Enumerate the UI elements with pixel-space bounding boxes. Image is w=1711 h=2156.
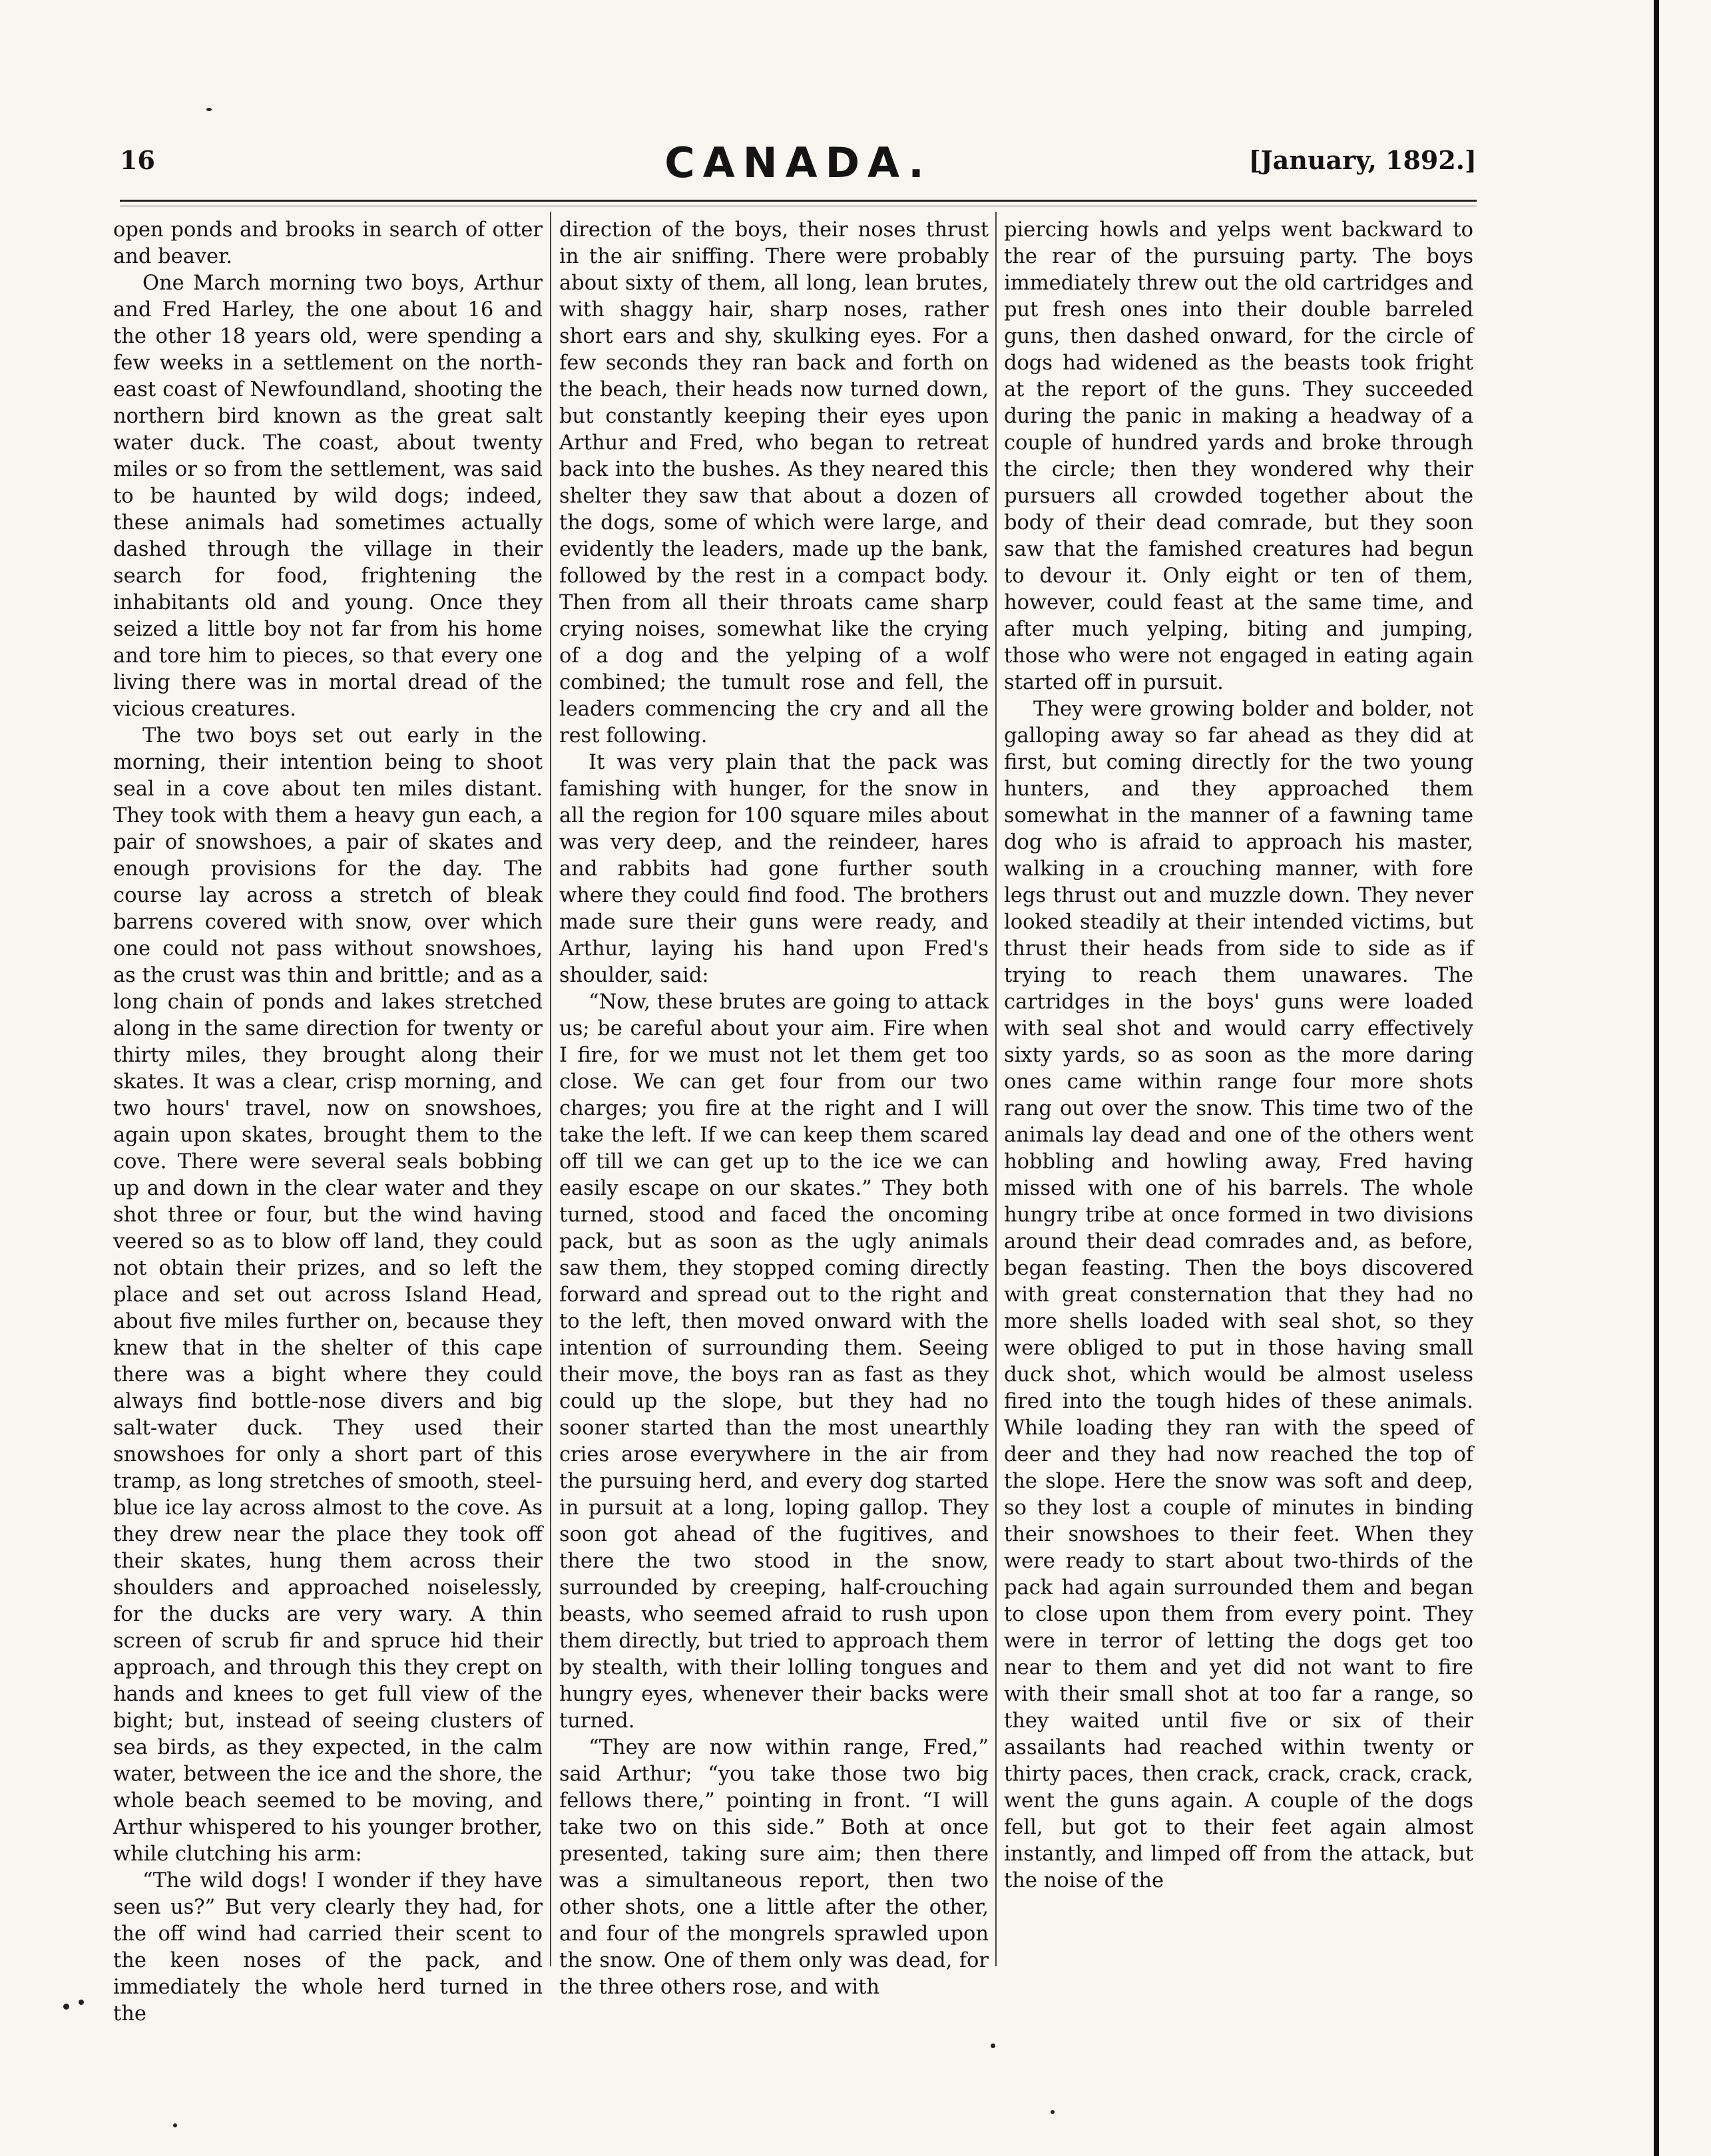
header-rule xyxy=(120,200,1477,206)
paragraph: open ponds and brooks in search of otter and beaver. xyxy=(113,218,543,268)
paragraph: “The wild dogs! I wonder if they have seen us?” But very clearly they had, for the off wind had carried their scent to the keen noses of the pack, and immediately the whole herd turned in the xyxy=(113,1869,543,2026)
paragraph: It was very plain that the pack was famishing with hunger, for the snow in all the region for 100 square miles about was very deep, and the reindeer, hares and rabbits had gone further south where they could find food. The brothers made sure their guns were ready, and Arthur, laying his hand upon Fred's shoulder, said: xyxy=(559,751,989,987)
journal-title: CANADA. xyxy=(664,138,932,187)
scan-speck xyxy=(206,108,212,111)
text-column-1 xyxy=(113,217,543,2026)
paragraph: piercing howls and yelps went backward to the rear of the pursuing party. The boys immediately threw out the old cartridges and put fresh ones into their double barreled guns, then dashed onward, for the circle of dogs had widened as the beasts took fright at the report of the guns. They succeeded during the panic in making a headway of a couple of hundred yards and broke through the circle; then they wondered why their pursuers all crowded together about the body of their dead comrade, but they soon saw that the famished creatures had begun to devour it. Only eight or ten of them, however, could feast at the same time, and after much yelping, biting and jumping, those who were not engaged in eating again started off in pursuit. xyxy=(1004,218,1473,694)
paragraph: “Now, these brutes are going to attack us; be careful about your aim. Fire when I fire, for we must not let them get too close. We can get four from our two charges; you fire at the right and I will take the left. If we can keep them scared off till we can get up to the ice we can easily escape on our skates.” They both turned, stood and faced the oncoming pack, but as soon as the ugly animals saw them, they stopped coming directly forward and spread out to the right and to the left, then moved onward with the intention of surrounding them. Seeing their move, the boys ran as fast as they could up the slope, but they had no sooner started than the most unearthly cries arose everywhere in the air from the pursuing herd, and every dog started in pursuit at a long, loping gallop. They soon got ahead of the fugitives, and there the two stood in the snow, surrounded by creeping, half-crouching beasts, who seemed afraid to rush upon them directly, but tried to approach them by stealth, with their lolling tongues and hungry eyes, whenever their backs were turned. xyxy=(559,990,989,1733)
column-rule xyxy=(550,212,551,1966)
text-column-3 xyxy=(1004,217,1473,1961)
paragraph: They were growing bolder and bolder, not galloping away so far ahead as they did at first, but coming directly for the two young hunters, and they approached them somewhat in the manner of a fawning tame dog who is afraid to approach his master, walking in a crouching manner, with fore legs thrust out and muzzle down. They never looked steadily at their intended victims, but thrust their heads from side to side as if trying to reach them unawares. The cartridges in the boys' guns were loaded with seal shot and would carry effectively sixty yards, so as soon as the more daring ones came within range four more shots rang out over the snow. This time two of the animals lay dead and one of the others went hobbling and howling away, Fred having missed with one of his barrels. The whole hungry tribe at once formed in two divisions around their dead comrades and, as before, began feasting. Then the boys discovered with great consternation that they had no more shells loaded with seal shot, so they were obliged to put in those having small duck shot, which would be almost useless fired into the tough hides of these animals. While loading they ran with the speed of deer and they had now reached the top of the slope. Here the snow was soft and deep, so they lost a couple of minutes in binding their snowshoes to their feet. When they were ready to start about two-thirds of the pack had again surrounded them and began to close upon them from every point. They were in terror of letting the dogs get too near to them and yet did not want to fire with their small shot at too far a range, so they waited until five or six of their assailants had reached within twenty or thirty paces, then crack, crack, crack, crack, went the guns again. A couple of the dogs fell, but got to their feet again almost instantly, and limped off from the attack, but the noise of the xyxy=(1004,698,1473,1892)
issue-date: [January, 1892.] xyxy=(1248,145,1477,175)
text-column-2 xyxy=(559,217,989,1999)
scan-speck xyxy=(991,2044,995,2048)
paragraph: “They are now within range, Fred,” said Arthur; “you take those two big fellows there,” pointing in front. “I will take two on this side.” Both at once presented, taking sure aim; then there was a simultaneous report, then two other shots, one a little after the other, and four of the mongrels sprawled upon the snow. One of them only was dead, for the three others rose, and with xyxy=(559,1736,989,1999)
scan-speck xyxy=(63,2004,69,2010)
column-rule xyxy=(995,212,997,1966)
page-number: 16 xyxy=(120,145,155,175)
paragraph: The two boys set out early in the morning, their intention being to shoot seal in a cove about ten miles distant. They took with them a heavy gun each, a pair of snowshoes, a pair of skates and enough provisions for the day. The course lay across a stretch of bleak barrens covered with snow, over which one could not pass without snowshoes, as the crust was thin and brittle; and as a long chain of ponds and lakes stretched along in the same direction for twenty or thirty miles, they brought along their skates. It was a clear, crisp morning, and two hours' travel, now on snowshoes, again upon skates, brought them to the cove. There were several seals bobbing up and down in the clear water and they shot three or four, but the wind having veered so as to blow off land, they could not obtain their prizes, and so left the place and set out across Island Head, about five miles further on, because they knew that in the shelter of this cape there was a bight where they could always find bottle-nose divers and big salt-water duck. They used their snowshoes for only a short part of this tramp, as long stretches of smooth, steel-blue ice lay across almost to the cove. As they drew near the place they took off their skates, hung them across their shoulders and approached noiselessly, for the ducks are very wary. A thin screen of scrub fir and spruce hid their approach, and through this they crept on hands and knees to get full view of the bight; but, instead of seeing clusters of sea birds, as they expected, in the calm water, between the ice and the shore, the whole beach seemed to be moving, and Arthur whispered to his younger brother, while clutching his arm: xyxy=(113,724,543,1866)
scan-speck xyxy=(1051,2110,1055,2114)
scan-edge-bar xyxy=(1654,0,1659,2156)
scan-speck xyxy=(79,2000,84,2005)
page-header xyxy=(120,136,1477,196)
paragraph: direction of the boys, their noses thrust in the air sniffing. There were probably about sixty of them, all long, lean brutes, with shaggy hair, sharp noses, rather short ears and shy, skulking eyes. For a few seconds they ran back and forth on the beach, their heads now turned down, but constantly keeping their eyes upon Arthur and Fred, who began to retreat back into the bushes. As they neared this shelter they saw that about a dozen of the dogs, some of which were large, and evidently the leaders, made up the bank, followed by the rest in a compact body. Then from all their throats came sharp crying noises, somewhat like the crying of a dog and the yelping of a wolf combined; the tumult rose and fell, the leaders commencing the cry and all the rest following. xyxy=(559,218,989,748)
paragraph: One March morning two boys, Arthur and Fred Harley, the one about 16 and the other 18 years old, were spending a few weeks in a settlement on the north-east coast of Newfoundland, shooting the northern bird known as the great salt water duck. The coast, about twenty miles or so from the settlement, was said to be haunted by wild dogs; indeed, these animals had sometimes actually dashed through the village in their search for food, frightening the inhabitants old and young. Once they seized a little boy not far from his home and tore him to pieces, so that every one living there was in mortal dread of the vicious creatures. xyxy=(113,272,543,721)
scan-speck xyxy=(173,2123,177,2127)
